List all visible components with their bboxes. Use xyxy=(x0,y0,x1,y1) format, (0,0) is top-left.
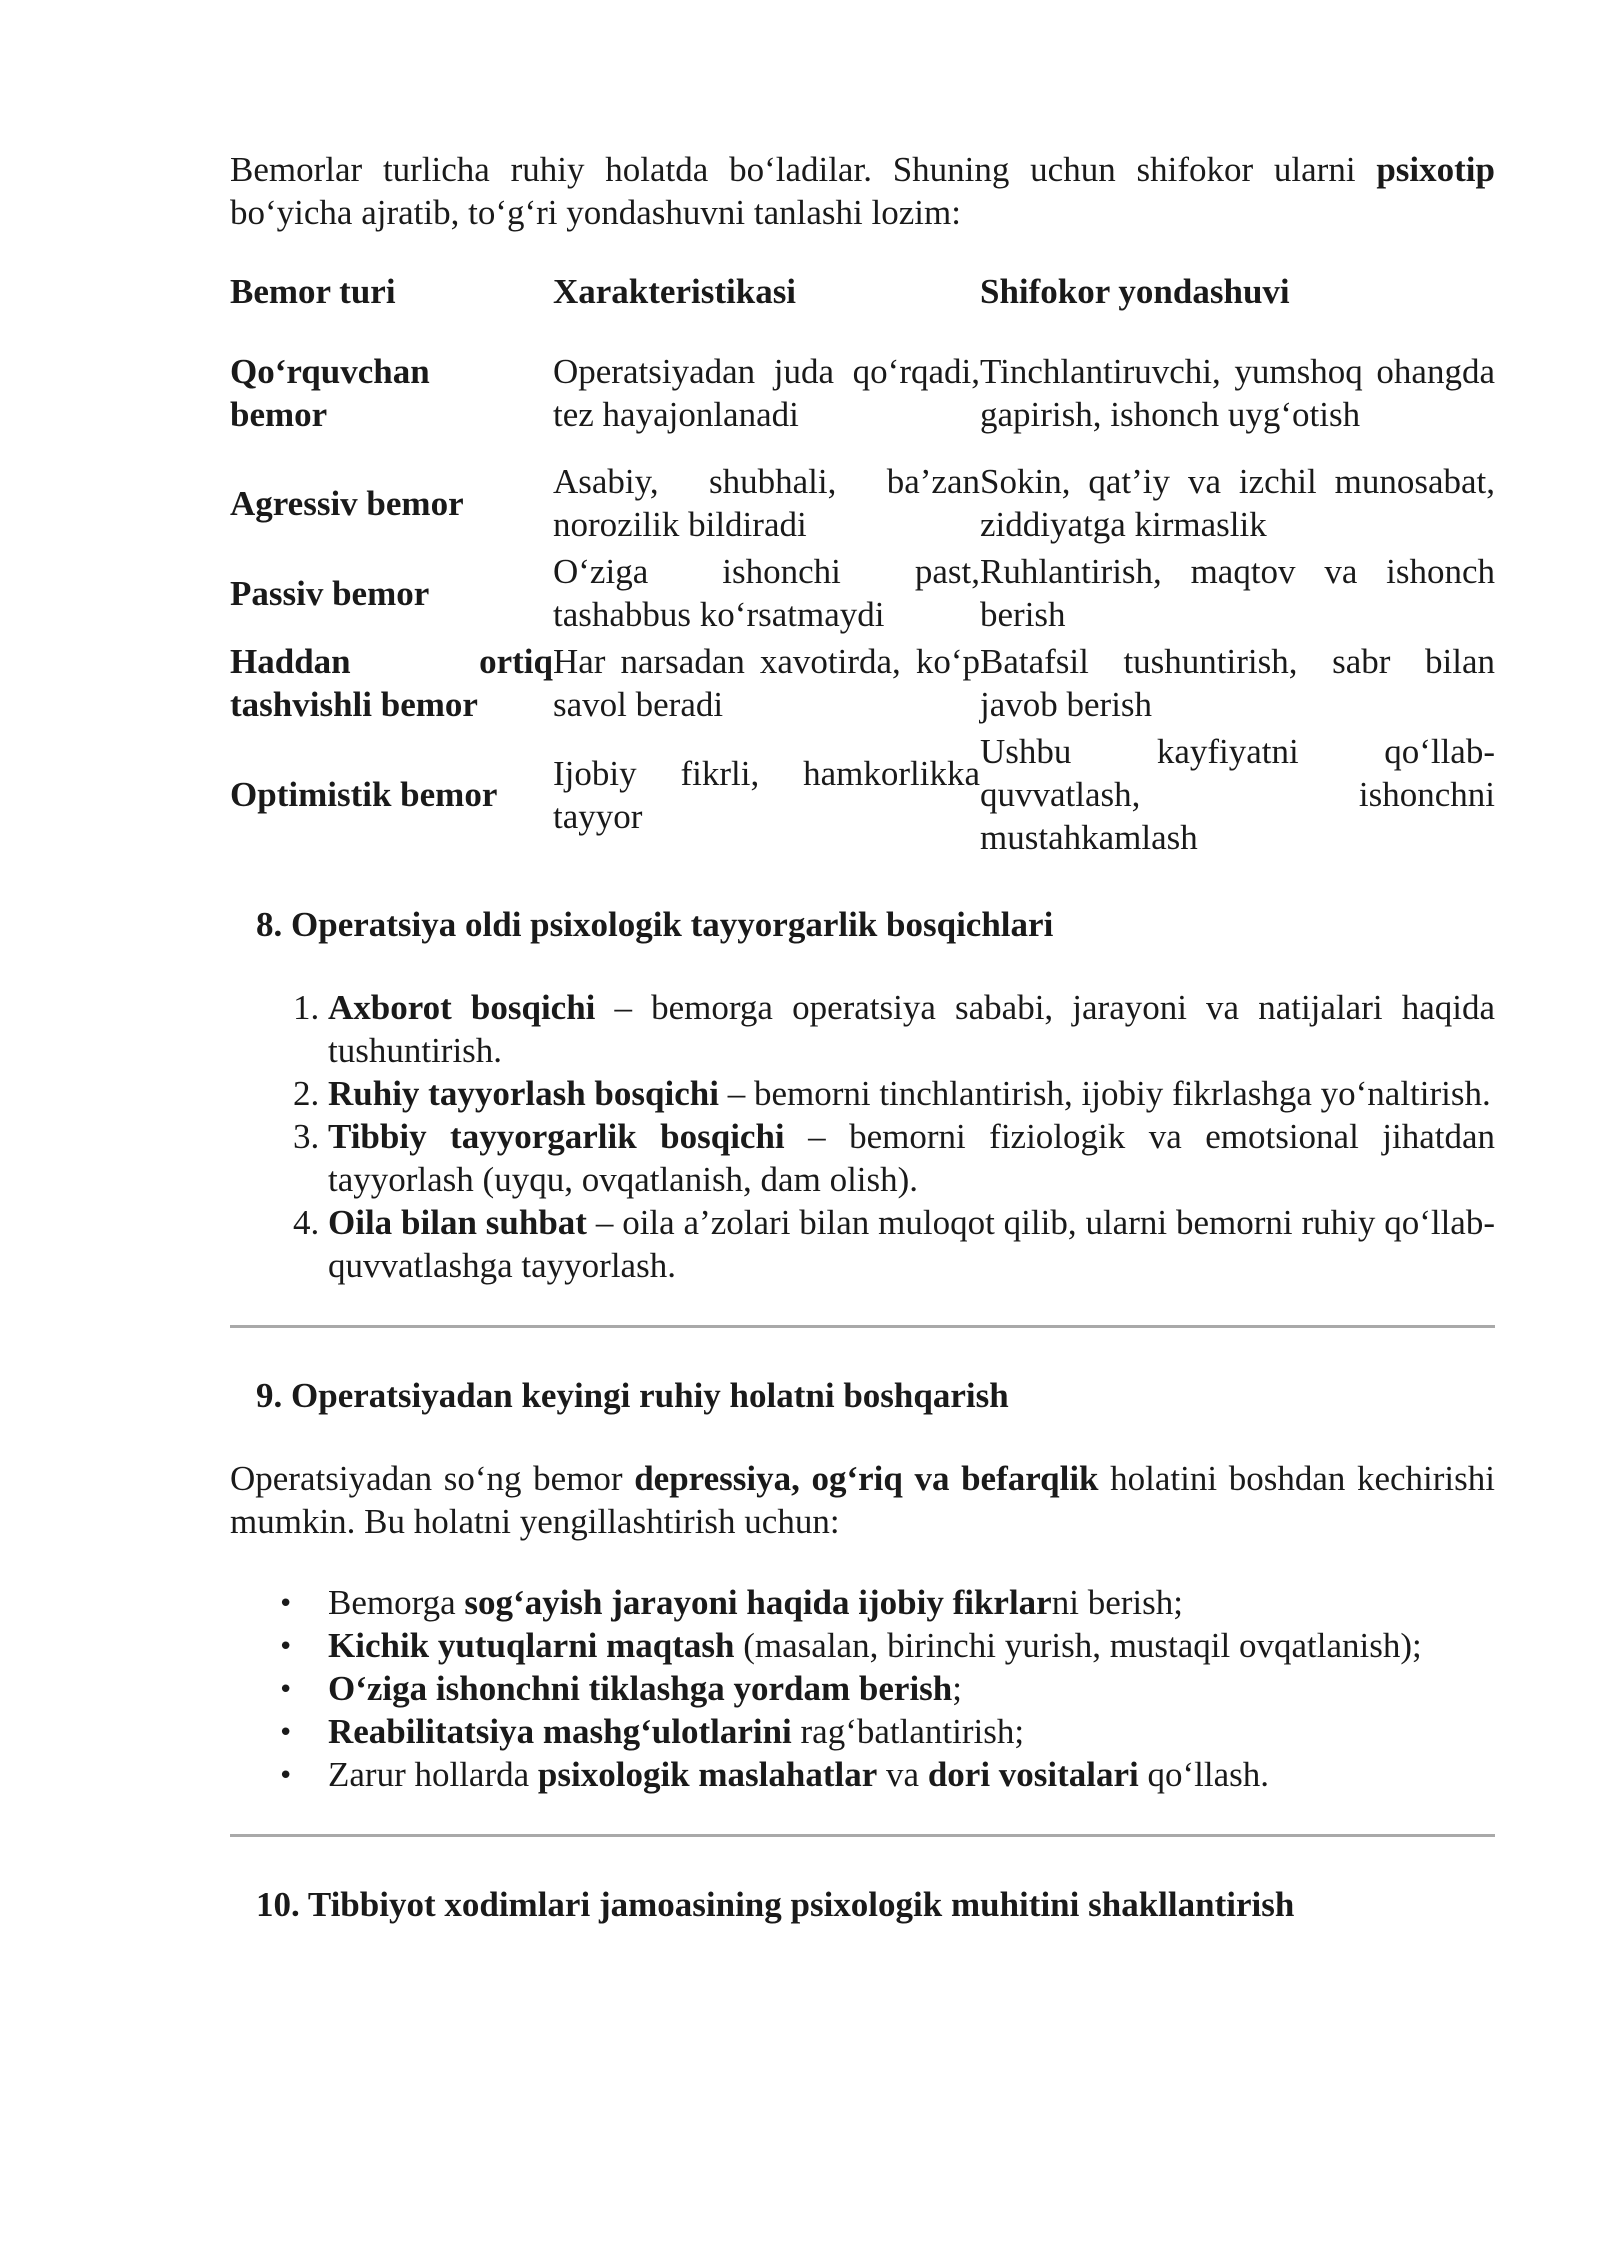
list-item: 1. Axborot bosqichi – bemorga operatsiya sababi, jarayoni va natijalari haqida tushuntirish. xyxy=(328,986,1495,1072)
list-item: • Reabilitatsiya mashg‘ulotlarini rag‘batlantirish; xyxy=(328,1710,1495,1753)
section-9-intro: Operatsiyadan so‘ng bemor depressiya, og‘riq va befarqlik holatini boshdan kechirishi mumkin. Bu holatni yengillashtirish uchun: xyxy=(230,1459,1495,1541)
table-row: Haddan ortiq tashvishli bemor Har narsadan xavotirda, ko‘p savol beradi Batafsil tushuntirish, sabr bilan javob berish xyxy=(230,642,1495,724)
header-characteristics: Xarakteristikasi xyxy=(553,272,797,311)
intro-paragraph: Bemorlar turlicha ruhiy holatda bo‘ladilar. Shuning uchun shifokor ularni psixotip bo‘yicha ajratib, to‘g‘ri yondashuvni tanlashi lozim: xyxy=(230,150,1495,232)
list-item: • Zarur hollarda psixologik maslahatlar va dori vositalari qo‘llash. xyxy=(328,1753,1495,1796)
list-item: • Kichik yutuqlarni maqtash (masalan, birinchi yurish, mustaqil ovqatlanish); xyxy=(328,1624,1495,1667)
section-divider xyxy=(230,1834,1495,1837)
list-item: 4. Oila bilan suhbat – oila a’zolari bilan muloqot qilib, ularni bemorni ruhiy qo‘llab-quvvatlashga tayyorlash. xyxy=(328,1201,1495,1287)
table-row: Optimistik bemor Ijobiy fikrli, hamkorlikka tayyor Ushbu kayfiyatni qo‘llab-quvvatlash, ishonchni mustahkamlash xyxy=(230,732,1495,857)
list-item: • O‘ziga ishonchni tiklashga yordam berish; xyxy=(328,1667,1495,1710)
section-divider xyxy=(230,1325,1495,1328)
section-9-heading: 9. Operatsiyadan keyingi ruhiy holatni boshqarish xyxy=(256,1376,1009,1415)
table-row: Qo‘rquvchan bemor Operatsiyadan juda qo‘rqadi, tez hayajonlanadi Tinchlantiruvchi, yumshoq ohangda gapirish, ishonch uyg‘otish xyxy=(230,352,1495,434)
list-item: 3. Tibbiy tayyorgarlik bosqichi – bemorni fiziologik va emotsional jihatdan tayyorlash (uyqu, ovqatlanish, dam olish). xyxy=(328,1115,1495,1201)
list-item: 2. Ruhiy tayyorlash bosqichi – bemorni tinchlantirish, ijobiy fikrlashga yo‘naltirish. xyxy=(328,1072,1495,1115)
header-doctor-approach: Shifokor yondashuvi xyxy=(980,272,1290,311)
document-page xyxy=(230,148,1495,1926)
header-patient-type: Bemor turi xyxy=(230,272,396,311)
section-8-heading: 8. Operatsiya oldi psixologik tayyorgarlik bosqichlari xyxy=(256,905,1054,944)
table-row: Passiv bemor O‘ziga ishonchi past, tashabbus ko‘rsatmaydi Ruhlantirish, maqtov va ishonch berish xyxy=(230,552,1495,634)
section-10-heading: 10. Tibbiyot xodimlari jamoasining psixologik muhitini shakllantirish xyxy=(256,1885,1295,1924)
stages-list xyxy=(230,986,1495,1287)
table-header-row xyxy=(230,270,1495,328)
recovery-bullets xyxy=(230,1581,1495,1796)
list-item: • Bemorga sog‘ayish jarayoni haqida ijobiy fikrlarni berish; xyxy=(328,1581,1495,1624)
table-row: Agressiv bemor Asabiy, shubhali, ba’zan norozilik bildiradi Sokin, qat’iy va izchil munosabat, ziddiyatga kirmaslik xyxy=(230,462,1495,544)
patient-types-table xyxy=(230,270,1495,861)
